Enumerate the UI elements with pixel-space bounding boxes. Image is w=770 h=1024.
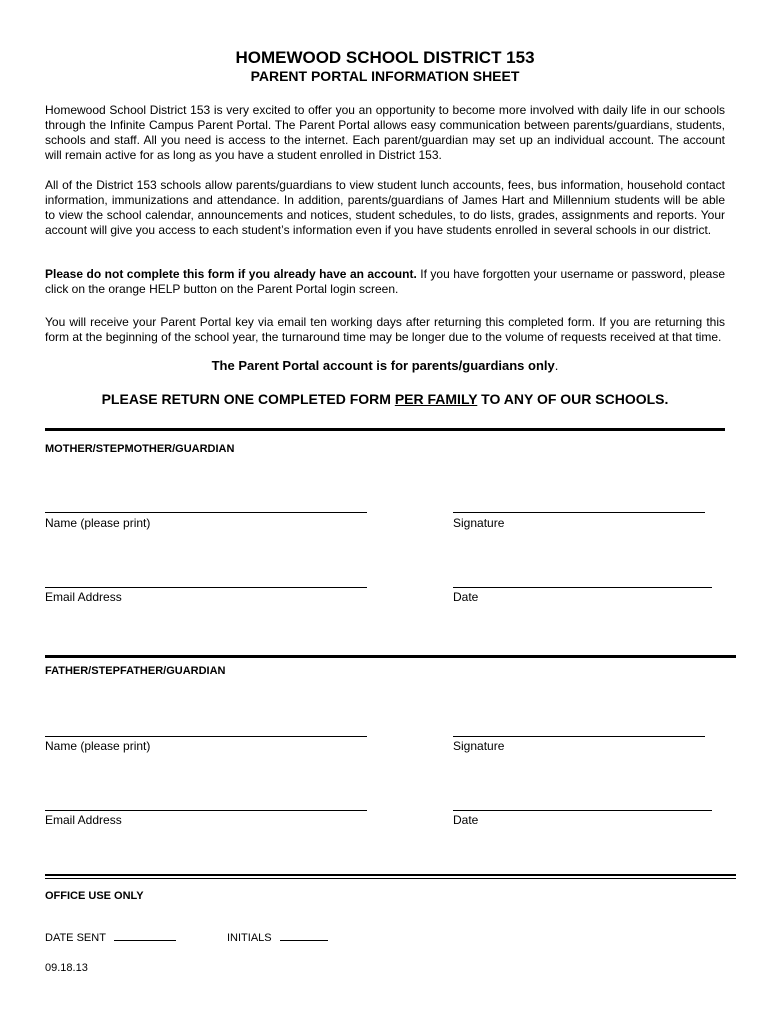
return-instructions: PLEASE RETURN ONE COMPLETED FORM PER FAMILY TO ANY OF OUR SCHOOLS. [101, 391, 669, 407]
father-email-label: Email Address [45, 813, 122, 827]
initials-label: INITIALS [227, 932, 272, 944]
section-divider [45, 655, 736, 658]
date-sent-field[interactable] [45, 930, 176, 944]
date-sent-label: DATE SENT [45, 932, 106, 944]
document-subtitle: PARENT PORTAL INFORMATION SHEET [250, 68, 520, 84]
mother-signature-field[interactable] [453, 512, 705, 513]
existing-account-warning: Please do not complete this form if you already have an account. [45, 267, 417, 281]
help-instructions: If you have forgotten your username or password, please click on the orange HELP button on the Parent Portal login screen. [45, 267, 725, 296]
mother-signature-label: Signature [453, 516, 505, 530]
father-signature-label: Signature [453, 739, 505, 753]
date-sent-blank[interactable] [114, 930, 176, 941]
father-date-label: Date [453, 813, 479, 827]
per-family-emphasis: PER FAMILY [394, 391, 478, 407]
features-paragraph: All of the District 153 schools allow parents/guardians to view student lunch accounts, fees, bus information, household contact information, immunizations and attendance. In addition, parents/guardians of James Hart and Millennium students will be able to view the school calendar, announcements and notices, student schedules, to do lists, grades, assignments and reports. Your account will give you access to each student’s information even if you have students enrolled in several schools in our district. [45, 178, 725, 237]
mother-date-label: Date [453, 590, 479, 604]
turnaround-paragraph: You will receive your Parent Portal key via email ten working days after returning this completed form. If you are returning this form at the beginning of the school year, the turnaround time may be longer due to the volume of requests received at that time. [45, 315, 725, 344]
father-date-field[interactable] [453, 810, 712, 811]
intro-paragraph: Homewood School District 153 is very excited to offer you an opportunity to become more involved with daily life in our schools through the Infinite Campus Parent Portal. The Parent Portal allows easy communication between parents/guardians, students, schools and staff. All you need is access to the internet. Each parent/guardian may set up an individual account. The account will remain active for as long as you have a student enrolled in District 153. [45, 103, 725, 162]
father-section-heading: FATHER/STEPFATHER/GUARDIAN [45, 665, 226, 677]
father-email-field[interactable] [45, 810, 367, 811]
mother-name-label: Name (please print) [45, 516, 151, 530]
section-divider [45, 874, 736, 876]
form-revision-code: 09.18.13 [45, 962, 88, 974]
section-divider [45, 878, 736, 879]
office-use-heading: OFFICE USE ONLY [45, 890, 144, 902]
mother-date-field[interactable] [453, 587, 712, 588]
mother-name-field[interactable] [45, 512, 367, 513]
mother-email-field[interactable] [45, 587, 367, 588]
father-signature-field[interactable] [453, 736, 705, 737]
document-title: HOMEWOOD SCHOOL DISTRICT 153 [235, 48, 535, 67]
father-name-field[interactable] [45, 736, 367, 737]
initials-blank[interactable] [280, 930, 328, 941]
section-divider [45, 428, 725, 431]
existing-account-paragraph [45, 267, 725, 297]
father-name-label: Name (please print) [45, 739, 151, 753]
mother-section-heading: MOTHER/STEPMOTHER/GUARDIAN [45, 443, 235, 455]
mother-email-label: Email Address [45, 590, 122, 604]
initials-field[interactable] [227, 930, 328, 944]
parents-only-notice: The Parent Portal account is for parents/guardians only. [211, 358, 559, 373]
